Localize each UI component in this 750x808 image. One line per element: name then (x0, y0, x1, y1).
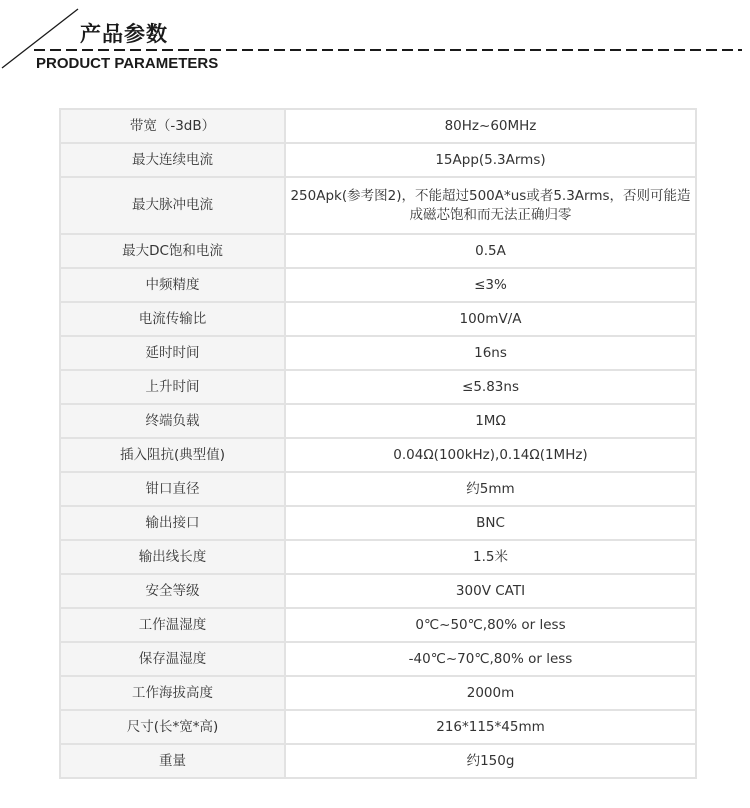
section-title-en: PRODUCT PARAMETERS (36, 55, 219, 72)
table-row (60, 608, 696, 642)
param-value: 250Apk(参考图2)，不能超过500A*us或者5.3Arms，否则可能造成磁芯饱和而无法正确归零 (285, 177, 696, 234)
param-value: 16ns (285, 336, 696, 370)
param-label: 中频精度 (60, 268, 285, 302)
table-row (60, 404, 696, 438)
param-value: 2000m (285, 676, 696, 710)
table-row (60, 676, 696, 710)
param-table-body (60, 109, 696, 778)
product-parameters-table (59, 108, 697, 779)
param-label: 最大脉冲电流 (60, 177, 285, 234)
param-value: 100mV/A (285, 302, 696, 336)
param-value: 约5mm (285, 472, 696, 506)
table-row (60, 472, 696, 506)
param-value: 约150g (285, 744, 696, 778)
param-label: 终端负载 (60, 404, 285, 438)
param-label: 延时时间 (60, 336, 285, 370)
param-value: 0℃~50℃,80% or less (285, 608, 696, 642)
param-label: 工作温湿度 (60, 608, 285, 642)
table-row (60, 540, 696, 574)
table-row (60, 143, 696, 177)
param-label: 尺寸(长*宽*高) (60, 710, 285, 744)
param-label: 保存温湿度 (60, 642, 285, 676)
param-value: 0.04Ω(100kHz),0.14Ω(1MHz) (285, 438, 696, 472)
param-label: 钳口直径 (60, 472, 285, 506)
table-row (60, 642, 696, 676)
param-label: 工作海拔高度 (60, 676, 285, 710)
table-row (60, 506, 696, 540)
param-value: 216*115*45mm (285, 710, 696, 744)
param-value: 15App(5.3Arms) (285, 143, 696, 177)
param-label: 最大DC饱和电流 (60, 234, 285, 268)
param-label: 输出接口 (60, 506, 285, 540)
param-value: 300V CATI (285, 574, 696, 608)
param-label: 最大连续电流 (60, 143, 285, 177)
table-row (60, 234, 696, 268)
param-label: 带宽（-3dB） (60, 109, 285, 143)
param-value: 0.5A (285, 234, 696, 268)
table-row (60, 336, 696, 370)
param-value: ≤3% (285, 268, 696, 302)
param-value: 80Hz~60MHz (285, 109, 696, 143)
table-row (60, 268, 696, 302)
table-row (60, 574, 696, 608)
param-value: ≤5.83ns (285, 370, 696, 404)
param-value: 1MΩ (285, 404, 696, 438)
table-row (60, 438, 696, 472)
param-value: 1.5米 (285, 540, 696, 574)
param-label: 电流传输比 (60, 302, 285, 336)
table-row (60, 710, 696, 744)
table-row (60, 109, 696, 143)
param-value: BNC (285, 506, 696, 540)
table-row (60, 177, 696, 234)
section-title-cn: 产品参数 (80, 22, 168, 46)
param-value: -40℃~70℃,80% or less (285, 642, 696, 676)
param-label: 重量 (60, 744, 285, 778)
param-label: 安全等级 (60, 574, 285, 608)
table-row (60, 744, 696, 778)
table-row (60, 370, 696, 404)
table-row (60, 302, 696, 336)
param-label: 上升时间 (60, 370, 285, 404)
param-label: 插入阻抗(典型值) (60, 438, 285, 472)
section-header (0, 0, 750, 80)
param-label: 输出线长度 (60, 540, 285, 574)
